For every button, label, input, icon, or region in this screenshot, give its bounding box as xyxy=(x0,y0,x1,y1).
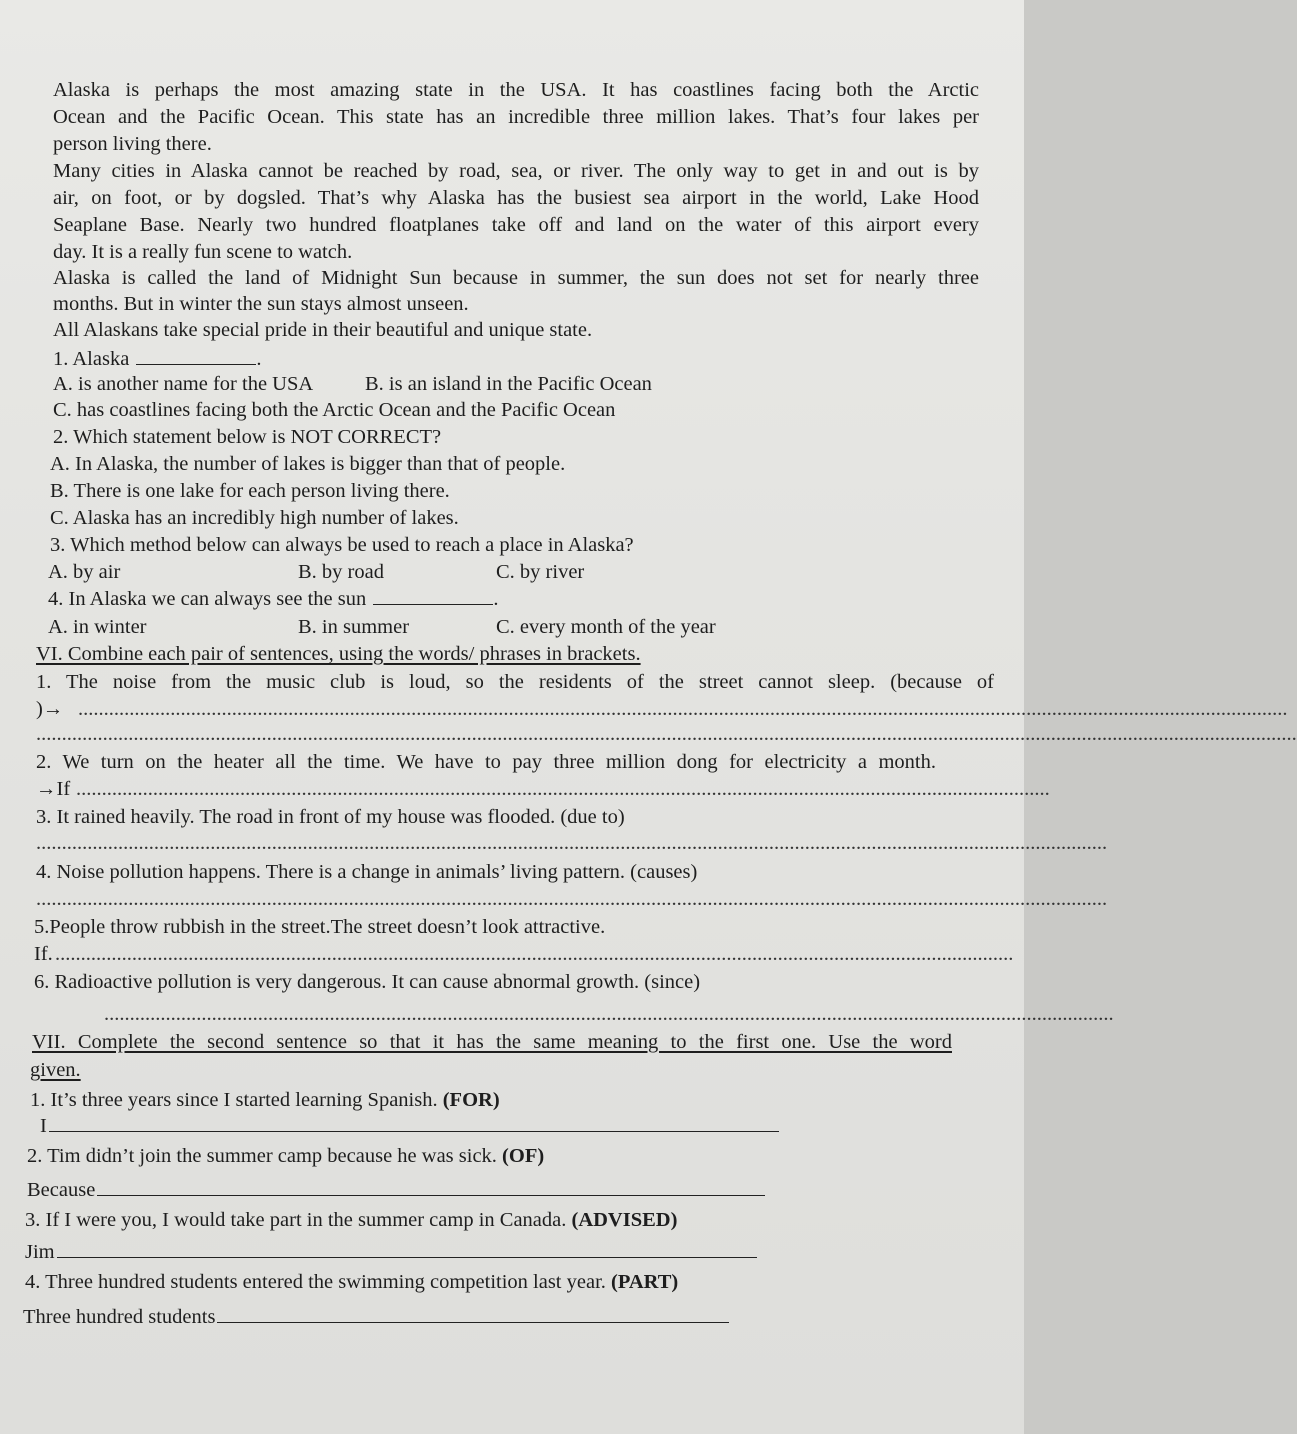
question-stem: 4. In Alaska we can always see the sun xyxy=(48,588,367,610)
option-c[interactable]: C. by river xyxy=(496,561,585,583)
question-end: . xyxy=(493,588,499,610)
exercise-sentence: 1. It’s three years since I started learning Spanish. xyxy=(30,1089,438,1111)
passage-line: day. It is a really fun scene to watch. xyxy=(53,241,353,263)
exercise-6-5-line: 5.People throw rubbish in the street.The street doesn’t look attractive. xyxy=(34,916,606,938)
passage-line: months. But in winter the sun stays almost unseen. xyxy=(53,293,469,315)
exercise-6-3-line: 3. It rained heavily. The road in front of my house was flooded. (due to) xyxy=(36,806,625,828)
question-3-stem: 3. Which method below can always be used to reach a place in Alaska? xyxy=(50,534,634,556)
exercise-7-1 xyxy=(30,1088,500,1112)
answer-blank[interactable] xyxy=(136,348,256,365)
exercise-6-2-lead: →If xyxy=(36,778,71,800)
question-4 xyxy=(48,587,498,611)
exercise-6-2-line: 2. We turn on the heater all the time. We have to pay three million dong for electricity a month. xyxy=(36,751,936,773)
answer-dotted-line[interactable]: ............................................................................................................................................................................................................................................ xyxy=(78,698,1288,720)
passage-line: person living there. xyxy=(53,133,212,155)
exercise-7-4-answer xyxy=(23,1305,729,1329)
exercise-7-3 xyxy=(25,1208,677,1232)
answer-blank[interactable] xyxy=(97,1179,765,1196)
passage-line: Ocean and the Pacific Ocean. This state has an incredible three million lakes. That’s four lakes per xyxy=(53,106,979,128)
option-a[interactable]: A. is another name for the USA xyxy=(53,373,314,395)
section-6-title: VI. Combine each pair of sentences, using the words/ phrases in brackets. xyxy=(36,643,641,665)
answer-dotted-line[interactable]: ................................................................................................................................................................................................................. xyxy=(36,832,1108,854)
passage-line: Alaska is perhaps the most amazing state in the USA. It has coastlines facing both the Arctic xyxy=(53,79,979,101)
given-word: (FOR) xyxy=(442,1089,500,1111)
answer-blank[interactable] xyxy=(217,1306,729,1323)
answer-dotted-line[interactable]: ...................................................................................................................................................................................................................................................... xyxy=(36,723,1297,745)
option-c[interactable]: C. Alaska has an incredibly high number of lakes. xyxy=(50,507,459,529)
exercise-7-2-answer xyxy=(27,1178,765,1202)
given-word: (PART) xyxy=(611,1271,679,1293)
exercise-7-3-answer xyxy=(25,1240,757,1264)
option-c[interactable]: C. every month of the year xyxy=(496,616,716,638)
exercise-7-4 xyxy=(25,1270,678,1294)
exercise-sentence: 2. Tim didn’t join the summer camp because he was sick. xyxy=(27,1145,497,1167)
option-b[interactable]: B. is an island in the Pacific Ocean xyxy=(365,373,652,395)
answer-blank[interactable] xyxy=(57,1241,757,1258)
section-7-title-cont: given. xyxy=(30,1059,81,1081)
exercise-6-1-line: 1. The noise from the music club is loud, so the residents of the street cannot sleep. (because of xyxy=(36,671,994,693)
question-end: . xyxy=(256,348,262,370)
option-b[interactable]: B. by road xyxy=(298,561,384,583)
passage-line: air, on foot, or by dogsled. That’s why Alaska has the busiest sea airport in the world, Lake Hood xyxy=(53,187,979,209)
given-word: (ADVISED) xyxy=(571,1209,678,1231)
answer-dotted-line[interactable]: .............................................................................................................................................................................................. xyxy=(76,778,1050,800)
passage-line: Alaska is called the land of Midnight Sun because in summer, the sun does not set for nearly three xyxy=(53,267,979,289)
sentence-start: Because xyxy=(27,1179,96,1201)
exercise-sentence: 3. If I were you, I would take part in the summer camp in Canada. xyxy=(25,1209,567,1231)
exercise-7-1-answer xyxy=(40,1114,779,1138)
passage-line: Many cities in Alaska cannot be reached by road, sea, or river. The only way to get in and out is by xyxy=(53,160,979,182)
passage-line: All Alaskans take special pride in their beautiful and unique state. xyxy=(53,319,593,341)
answer-dotted-line[interactable]: ..................................................................................................................................................................................................... xyxy=(104,1003,1114,1025)
section-7-title: VII. Complete the second sentence so that it has the same meaning to the first one. Use the word xyxy=(32,1031,952,1053)
exercise-7-2 xyxy=(27,1144,544,1168)
exercise-6-6-line: 6. Radioactive pollution is very dangerous. It can cause abnormal growth. (since) xyxy=(34,971,701,993)
option-a[interactable]: A. by air xyxy=(48,561,121,583)
question-stem: 1. Alaska xyxy=(53,348,130,370)
passage-line: Seaplane Base. Nearly two hundred floatplanes take off and land on the water of this airport every xyxy=(53,214,979,236)
option-c[interactable]: C. has coastlines facing both the Arctic Ocean and the Pacific Ocean xyxy=(53,399,616,421)
exercise-sentence: 4. Three hundred students entered the swimming competition last year. xyxy=(25,1271,606,1293)
sentence-start: Three hundred students xyxy=(23,1306,216,1328)
answer-dotted-line[interactable]: ................................................................................................................................................................................................................. xyxy=(36,888,1108,910)
exercise-6-4-line: 4. Noise pollution happens. There is a change in animals’ living pattern. (causes) xyxy=(36,861,698,883)
question-2-stem: 2. Which statement below is NOT CORRECT? xyxy=(53,426,442,448)
option-b[interactable]: B. in summer xyxy=(298,616,410,638)
option-a[interactable]: A. in winter xyxy=(48,616,147,638)
given-word: (OF) xyxy=(502,1145,545,1167)
exercise-6-1-lead: )→ xyxy=(36,698,64,720)
option-b[interactable]: B. There is one lake for each person living there. xyxy=(50,480,450,502)
sentence-start: I xyxy=(40,1115,47,1137)
question-1 xyxy=(53,347,262,371)
answer-blank[interactable] xyxy=(373,588,493,605)
answer-blank[interactable] xyxy=(49,1115,779,1132)
exercise-6-5-lead: If. xyxy=(34,943,53,965)
sentence-start: Jim xyxy=(25,1241,55,1263)
answer-dotted-line[interactable]: ........................................................................................................................................................................................... xyxy=(55,943,1014,965)
option-a[interactable]: A. In Alaska, the number of lakes is bigger than that of people. xyxy=(50,453,566,475)
